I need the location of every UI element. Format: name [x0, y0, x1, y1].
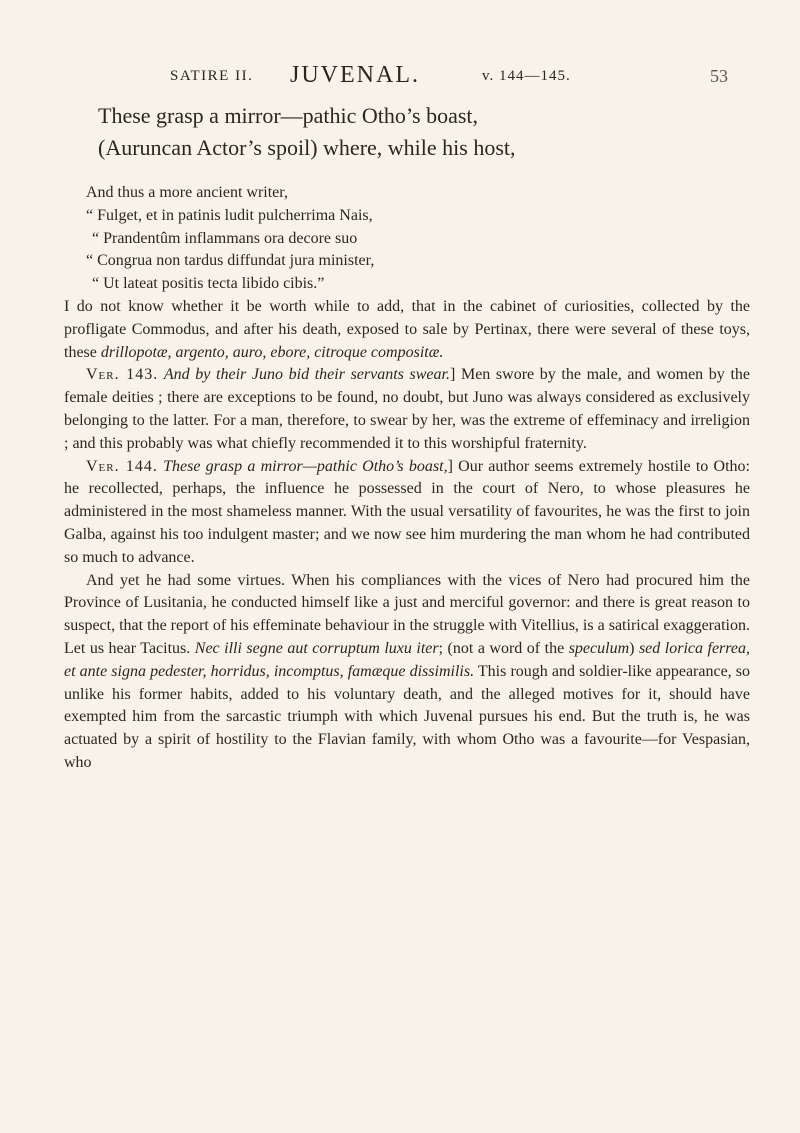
page-number: 53 — [710, 66, 728, 86]
paragraph-text: I do not know whether it be worth while to add, that in the cabinet of curiosities, collected by the profligate Commodus, and after his death, exposed to sale by Pertinax, there were several of these toys, these — [64, 297, 750, 361]
latin-phrase: speculum — [568, 639, 630, 657]
quote-line-3: “ Congrua non tardus diffundat jura minister, — [86, 252, 375, 270]
quote-line-1: “ Fulget, et in patinis ludit pulcherrima Nais, — [86, 206, 373, 224]
latin-quotation — [64, 205, 750, 296]
paragraph-text: This rough and soldier-like appearance, so unlike his former habits, added to his voluntary death, and the alleged motives for it, should have exempted him from the sarcastic triumph with which Juvenal pursues his end. But the truth is, he was actuated by a spirit of hostility to the Flavian family, with whom Otho was a favourite—for Vespasian, who — [64, 662, 751, 771]
verse-lemma: These grasp a mirror—pathic Otho’s boast, — [163, 457, 448, 475]
latin-phrase: Nec illi segne aut corruptum luxu iter — [194, 639, 439, 657]
verse-lemma: And by their Juno bid their servants swear. — [163, 366, 450, 384]
running-head-verses: v. 144—145. — [482, 68, 571, 84]
verse-translation — [98, 100, 758, 164]
latin-phrase: sed lorica ferrea, et ante signa pedester, horridus, incomptus, famæque dissimilis. — [64, 639, 751, 680]
paragraph-text: ] Our author seems extremely hostile to Otho: he recollected, perhaps, the influence he possessed in the court of Nero, to whose pleasures he administered in the most shameless manner. With the usual versatility of favourites, he was the first to join Galba, against his too indulgent master; and we now see him murdering the man whom he had contributed so much to advance. — [64, 457, 750, 566]
note-paragraph-commodus — [64, 296, 750, 364]
translation-line-1: These grasp a mirror—pathic Otho’s boast, — [98, 103, 479, 128]
verse-label: Ver. 143. — [86, 366, 159, 384]
commentary-notes — [64, 182, 750, 775]
note-verse-144 — [64, 456, 750, 570]
running-head — [170, 62, 730, 92]
paragraph-text: ] Men swore by the male, and women by the female deities ; there are exceptions to be found, no doubt, but Juno was always considered as exclusively belonging to the latter. For a man, therefore, to swear by her, was the extreme of effeminacy and irreligion ; and this probably was what chiefly recommended it to this worshipful fraternity. — [64, 366, 750, 452]
note-verse-143 — [64, 364, 750, 455]
paragraph-text: ; (not a word of the — [438, 639, 569, 657]
latin-phrase: drillopotæ, argento, auro, ebore, citroque compositæ. — [100, 343, 444, 361]
paragraph-text: ) — [629, 639, 639, 657]
note-intro: And thus a more ancient writer, — [86, 184, 288, 201]
quote-line-2: “ Prandentûm inflammans ora decore suo — [92, 229, 358, 247]
note-paragraph-otho-virtues — [64, 570, 750, 775]
translation-line-2: (Auruncan Actor’s spoil) where, while his host, — [98, 135, 516, 160]
verse-label: Ver. 144. — [86, 457, 158, 475]
running-head-section: SATIRE II. — [170, 68, 254, 84]
paragraph-text: And yet he had some virtues. When his compliances with the vices of Nero had procured him the Province of Lusitania, he conducted himself like a just and merciful governor: and there is great reason to suspect, that the report of his effeminate behaviour in the struggle with Vitellius, is a satirical exaggeration. Let us hear Tacitus. — [64, 571, 750, 657]
running-head-author: JUVENAL. — [290, 62, 420, 88]
quote-line-4: “ Ut lateat positis tecta libido cibis.” — [92, 275, 325, 293]
